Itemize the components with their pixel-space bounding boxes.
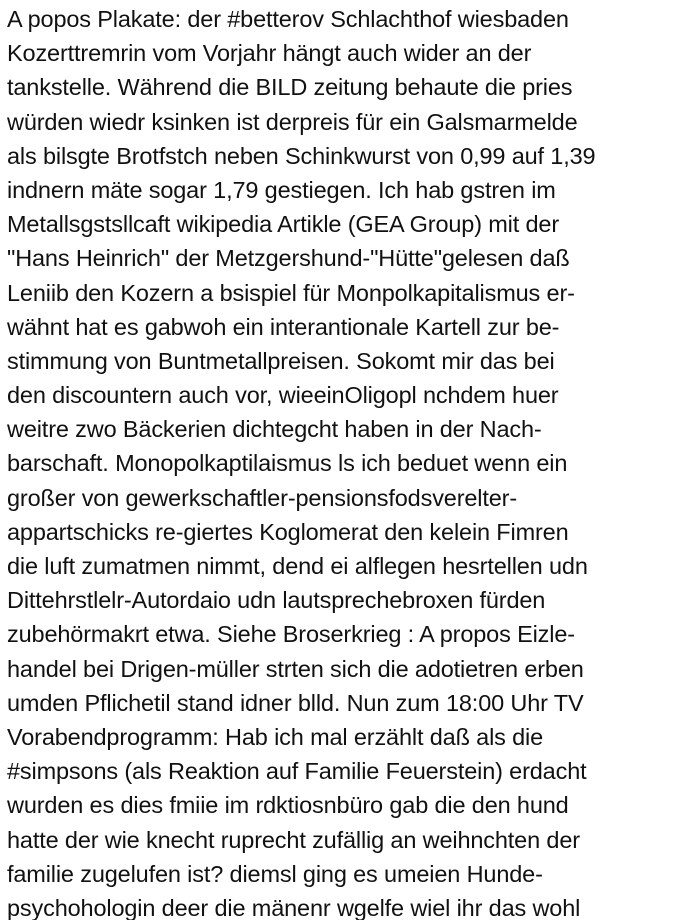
text-line: großer von gewerkschaftler-pensionsfodsverelter- [7,484,518,511]
text-line: Vorabendprogramm: Hab ich mal erzählt daß als die [7,723,544,750]
text-line: Metallsgstsllcaft wikipedia Artikle (GEA Group) mit der [7,211,560,238]
text-line: indnern mäte sogar 1,79 gestiegen. Ich hab gstren im [7,176,556,203]
text-line: als bilsgte Brotfstch neben Schinkwurst von 0,99 auf 1,39 [7,142,596,169]
text-line: barschaft. Monopolkaptilaismus ls ich beduet wenn ein [7,450,568,477]
text-line: die luft zumatmen nimmt, dend ei alflegen hesrtellen udn [7,553,588,579]
text-line: appartschicks re-giertes Koglomerat den kelein Fimren [7,518,569,545]
text-line: weitre zwo Bäckerien dichtegcht haben in der Nach- [7,416,542,443]
text-line: handel bei Drigen-müller strten sich die adotietren erben [7,655,584,682]
text-line: Leniib den Kozern a bsispiel für Monpolkapitalismus er- [7,279,575,306]
text-line: zubehörmakrt etwa. Siehe Broserkrieg : A propos Eizle- [7,621,575,648]
text-line: familie zugelufen ist? diemsl ging es umeien Hunde- [7,860,543,887]
text-line: psychohologin deer die mänenr wgelfe wiel ihr das wohl [7,894,581,920]
text-line: umden Pflichetil stand idner blld. Nun zum 18:00 Uhr TV [7,689,584,716]
text-line: den discountern auch vor, wieeinOligopl nchdem huer [7,382,559,409]
text-line: wähnt hat es gabwoh ein interantionale Kartell zur be- [7,313,560,340]
text-line: A popos Plakate: der #betterov Schlachthof wiesbaden [7,6,569,32]
text-line: hatte der wie knecht ruprecht zufällig an weihnchten der [7,826,580,853]
body-text [7,2,683,920]
text-line: "Hans Heinrich" der Metzgershund-"Hütte"gelesen daß [7,245,570,272]
text-line: #simpsons (als Reaktion auf Familie Feuerstein) erdacht [7,758,587,785]
text-line: wurden es dies fmiie im rdktiosnbüro gab die den hund [7,792,569,819]
text-line: tankstelle. Während die BILD zeitung behaute die pries [7,74,573,101]
text-line: stimmung von Buntmetallpreisen. Sokomt mir das bei [7,347,555,374]
text-line: Kozerttremrin vom Vorjahr hängt auch wider an der [7,40,532,67]
text-line: würden wiedr ksinken ist derpreis für ein Galsmarmelde [7,108,578,135]
text-line: Dittehrstlelr-Autordaio udn lautsprechebroxen fürden [7,587,546,614]
